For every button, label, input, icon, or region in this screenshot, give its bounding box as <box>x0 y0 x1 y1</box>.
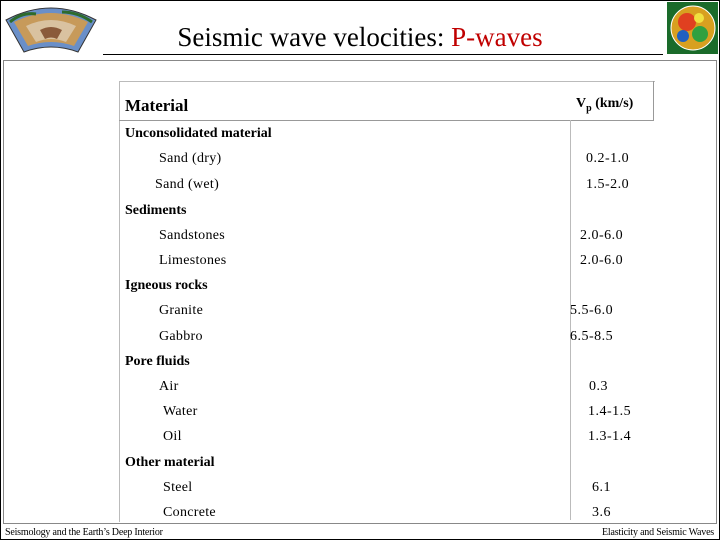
vp-value: 6.1 <box>592 480 611 495</box>
table-header-rule <box>119 120 654 121</box>
vp-value: 1.5-2.0 <box>586 177 630 192</box>
column-header-vp-main: V <box>576 96 587 111</box>
footer-section-title: Elasticity and Seismic Waves <box>602 527 714 538</box>
table-header-right-rule <box>653 81 654 121</box>
vp-value: 0.3 <box>589 379 608 394</box>
material-name: Concrete <box>163 505 216 520</box>
material-name: Granite <box>159 303 204 318</box>
footer-course-title: Seismology and the Earth’s Deep Interior <box>5 527 163 538</box>
vp-value: 0.2-1.0 <box>586 151 630 166</box>
material-name: Sand (wet) <box>155 177 220 192</box>
column-header-material: Material <box>125 96 189 115</box>
column-header-vp <box>576 96 633 114</box>
vp-value: 2.0-6.0 <box>580 228 624 243</box>
group-label: Igneous rocks <box>125 278 208 293</box>
vp-value: 3.6 <box>592 505 611 520</box>
material-name: Sandstones <box>159 228 225 243</box>
material-name: Water <box>163 404 198 419</box>
material-name: Steel <box>163 480 193 495</box>
vp-value: 1.4-1.5 <box>588 404 632 419</box>
material-name: Sand (dry) <box>159 151 222 166</box>
slide-title-prefix: Seismic wave velocities: <box>177 22 452 52</box>
material-name: Air <box>159 379 179 394</box>
group-label: Sediments <box>125 203 187 218</box>
group-label: Other material <box>125 455 215 470</box>
vp-value: 2.0-6.0 <box>580 253 624 268</box>
vp-value: 6.5-8.5 <box>570 329 614 344</box>
group-label: Unconsolidated material <box>125 126 272 141</box>
column-header-vp-unit: (km/s) <box>591 96 634 111</box>
material-name: Gabbro <box>159 329 203 344</box>
material-name: Limestones <box>159 253 227 268</box>
slide-title <box>0 20 720 54</box>
group-label: Pore fluids <box>125 354 190 369</box>
material-name: Oil <box>163 429 182 444</box>
slide-title-accent: P-waves <box>451 22 543 52</box>
vp-value: 1.3-1.4 <box>588 429 632 444</box>
vp-value: 5.5-6.0 <box>570 303 614 318</box>
table-column-divider <box>570 120 571 520</box>
column-header-vp-sub: p <box>586 102 592 114</box>
